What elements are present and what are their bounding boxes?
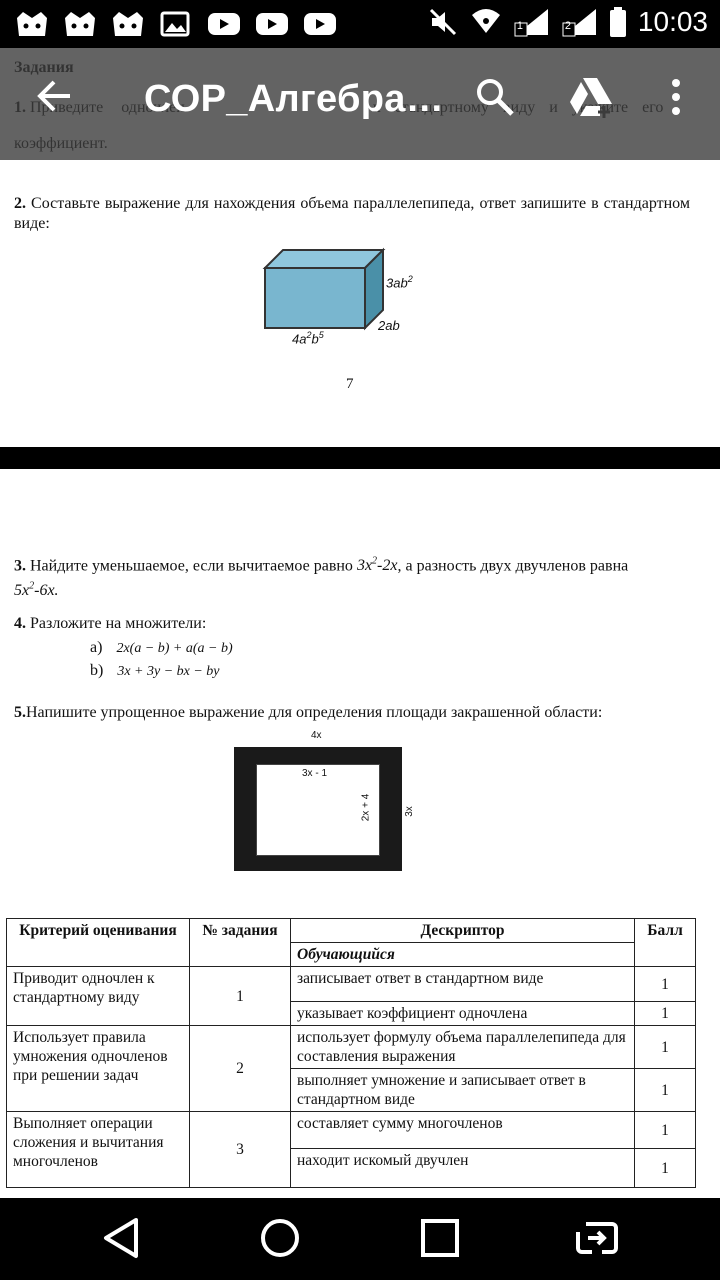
inner-width-label: 3x - 1	[302, 768, 328, 779]
task2: 2. Составьте выражение для нахождения объема параллелепипеда, ответ запишите в стандартном виде:	[14, 195, 691, 232]
table-row	[7, 1112, 696, 1149]
task-cell: 1	[190, 967, 291, 1026]
descriptor-cell: составляет сумму многочленов	[291, 1112, 635, 1149]
score-cell: 1	[635, 1026, 696, 1069]
criterion-cell: Использует правила умножения одночленов при решении задач	[7, 1026, 190, 1112]
clock: 10:03	[637, 6, 708, 37]
box-height-label: $3ab^2$	[386, 274, 413, 291]
task4-b: b) 3x + 3y − bx − by	[90, 662, 220, 679]
inner-height-label: 2x + 4	[360, 793, 372, 822]
more-options-icon[interactable]	[664, 76, 688, 118]
score-cell: 1	[635, 1149, 696, 1188]
mute-icon	[428, 7, 458, 37]
battery-icon	[610, 7, 626, 37]
image-icon	[158, 10, 194, 38]
youtube-icon	[254, 10, 290, 38]
parallelepiped-figure	[255, 246, 435, 350]
descriptor-cell: указывает коэффициент одночлена	[291, 1002, 635, 1026]
outer-width-label: 4x	[311, 730, 322, 741]
score-cell: 1	[635, 967, 696, 1002]
signal-icon: 2	[562, 7, 598, 37]
score-cell: 1	[635, 1069, 696, 1112]
criterion-cell: Выполняет операции сложения и вычитания многочленов	[7, 1112, 190, 1188]
criterion-cell: Приводит одночлен к стандартному виду	[7, 967, 190, 1026]
header-score: Балл	[635, 919, 696, 967]
home-nav-icon[interactable]	[258, 1216, 302, 1260]
screen-switch-icon[interactable]	[572, 1216, 622, 1260]
youtube-icon	[206, 10, 242, 38]
score-cell: 1	[635, 1112, 696, 1149]
game-notification-icon	[62, 10, 98, 38]
descriptor-cell: находит искомый двучлен	[291, 1149, 635, 1188]
search-icon[interactable]	[474, 76, 516, 118]
header-descriptor-sub: Обучающийся	[291, 943, 635, 967]
table-row	[7, 967, 696, 1002]
descriptor-cell: использует формулу объема параллелепипеда для составления выражения	[291, 1026, 635, 1069]
score-cell: 1	[635, 1002, 696, 1026]
add-to-drive-icon[interactable]	[568, 76, 614, 118]
table-row	[7, 1026, 696, 1069]
criteria-table	[6, 918, 696, 1188]
task4: 4. Разложите на множители:	[14, 615, 207, 632]
box-depth-label: 2ab	[378, 318, 400, 333]
task-cell: 3	[190, 1112, 291, 1188]
app-toolbar	[0, 48, 720, 160]
shaded-frame-figure	[234, 747, 402, 871]
task3: 3. Найдите уменьшаемое, если вычитаемое равно $3x^2-2x$, а разность двух двучленов равна $5x^2-6x$.	[14, 556, 629, 599]
box-width-label: $4a^2b^5$	[292, 330, 324, 347]
navigation-bar	[0, 1198, 720, 1280]
header-descriptor: Дескриптор	[291, 919, 635, 943]
wifi-icon	[470, 7, 502, 37]
back-arrow-icon[interactable]	[34, 76, 74, 116]
page-number: 7	[346, 376, 354, 392]
game-notification-icon	[110, 10, 146, 38]
back-nav-icon[interactable]	[100, 1216, 144, 1260]
task5: 5.Напишите упрощенное выражение для определения площади закрашенной области:	[14, 704, 603, 721]
header-task-no: № задания	[190, 919, 291, 967]
youtube-icon	[302, 10, 338, 38]
status-bar	[0, 0, 720, 48]
outer-height-label: 3x	[403, 806, 415, 817]
game-notification-icon	[14, 10, 50, 38]
task4-a: a) 2x(a − b) + a(a − b)	[90, 639, 233, 656]
descriptor-cell: записывает ответ в стандартном виде	[291, 967, 635, 1002]
page-separator	[0, 447, 720, 469]
descriptor-cell: выполняет умножение и записывает ответ в стандартном виде	[291, 1069, 635, 1112]
header-criterion: Критерий оценивания	[7, 919, 190, 967]
task-cell: 2	[190, 1026, 291, 1112]
signal-icon: 1	[514, 7, 550, 37]
document-title: СОР_Алгебра…	[144, 78, 444, 120]
recents-nav-icon[interactable]	[418, 1216, 462, 1260]
